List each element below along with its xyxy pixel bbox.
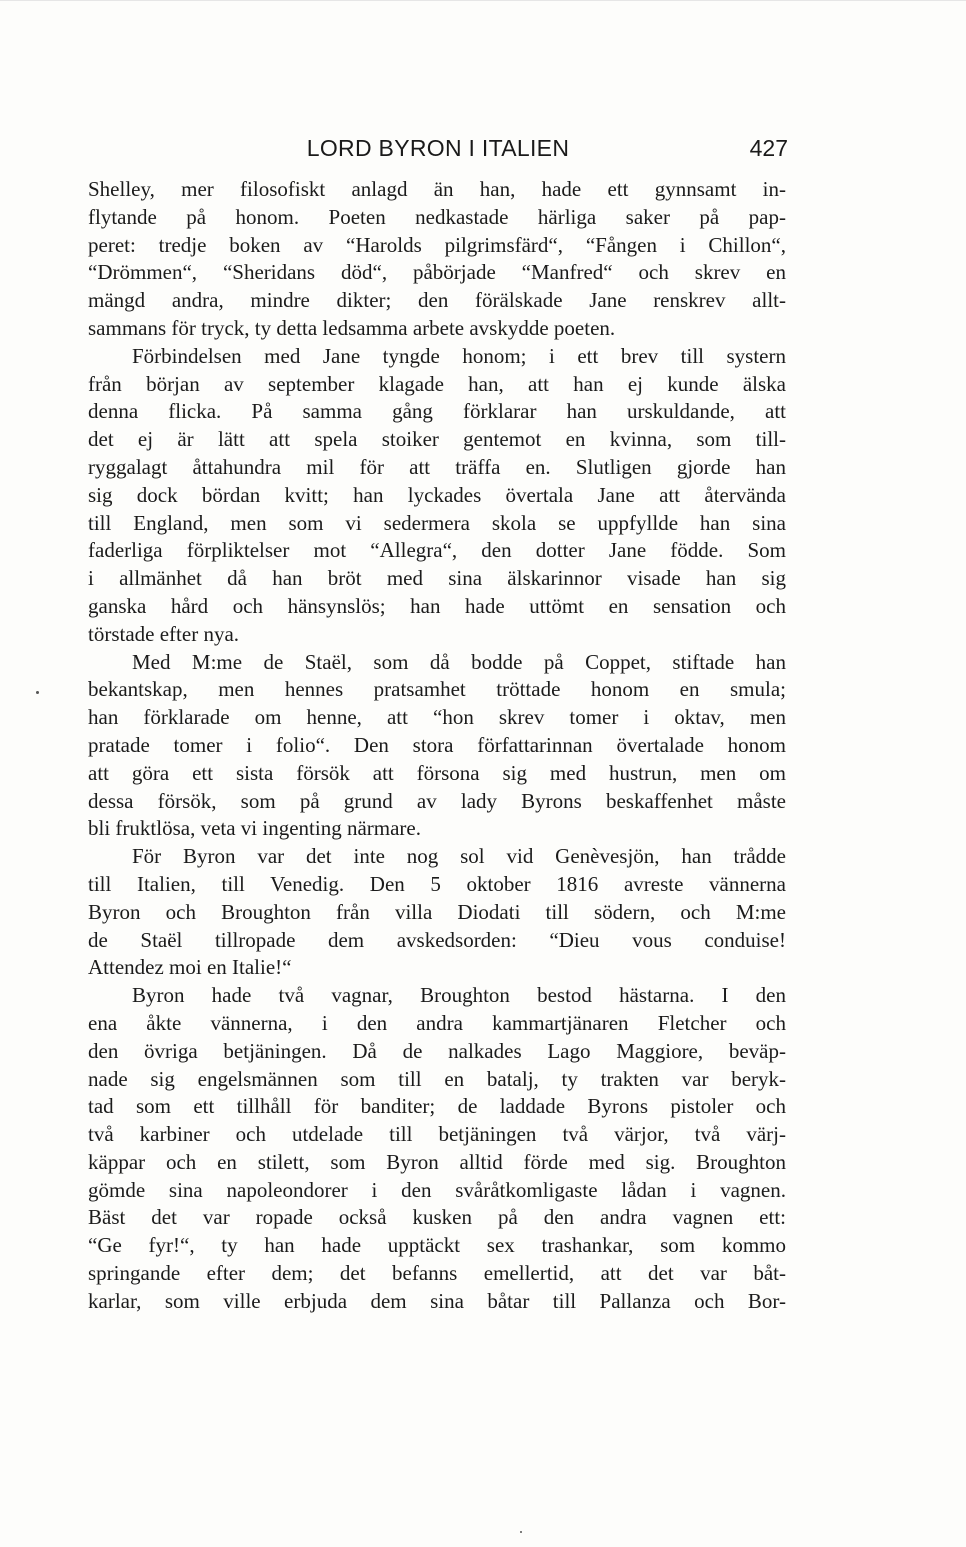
text-line: springande efter dem; det befanns emellertid, att det var båt- <box>88 1261 786 1286</box>
text-line: de Staël tillropade dem avskedsorden: “Dieu vous conduise! <box>88 927 786 952</box>
text-line: “Drömmen“, “Sheridans död“, påbörjade “Manfred“ och skrev en <box>88 260 786 285</box>
text-line: Förbindelsen med Jane tyngde honom; i ett brev till systern <box>132 343 786 368</box>
text-line: flytande på honom. Poeten nedkastade härliga saker på pap- <box>88 204 786 229</box>
running-head <box>88 135 788 167</box>
text-line: peret: tredje boken av “Harolds pilgrimsfärd“, “Fången i Chillon“, <box>88 232 786 257</box>
text-line: till England, men som vi sedermera skola se uppfyllde han sina <box>88 510 786 535</box>
text-line: denna flicka. På samma gång förklarar han urskuldande, att <box>88 399 786 424</box>
body-text <box>88 176 786 1316</box>
text-line: karlar, som ville erbjuda dem sina båtar till Pallanza och Bor- <box>88 1288 786 1313</box>
text-line: nade sig engelsmännen som till en batalj, ty trakten var beryk- <box>88 1066 786 1091</box>
print-speck <box>36 691 39 694</box>
text-line: från början av september klagade han, att han ej kunde älska <box>88 371 786 396</box>
text-line: bekantskap, men hennes pratsamhet tröttade honom en smula; <box>88 677 786 702</box>
text-line: Byron och Broughton från villa Diodati till södern, och M:me <box>88 899 786 924</box>
text-line: ena åkte vännerna, i den andra kammartjänaren Fletcher och <box>88 1010 786 1035</box>
running-title: LORD BYRON I ITALIEN <box>306 135 570 161</box>
text-line: törstade efter nya. <box>88 621 240 646</box>
text-line: tad som ett tillhåll för banditer; de laddade Byrons pistoler och <box>88 1094 786 1119</box>
text-line: till Italien, till Venedig. Den 5 oktober 1816 avreste vännerna <box>88 871 786 896</box>
text-line: ganska hård och hänsynslös; han hade uttömt en sensation och <box>88 593 786 618</box>
text-line: två karbiner och utdelade till betjäningen två värjor, två värj- <box>88 1122 786 1147</box>
page-number: 427 <box>749 135 788 161</box>
text-line: Med M:me de Staël, som då bodde på Coppet, stiftade han <box>132 649 786 674</box>
text-line: sammans för tryck, ty detta ledsamma arbete avskydde poeten. <box>88 315 616 340</box>
text-line: Bäst det var ropade också kusken på den andra vagnen ett: <box>88 1205 786 1230</box>
text-line: Byron hade två vagnar, Broughton bestod hästarna. I den <box>132 983 786 1008</box>
text-line: i allmänhet då han bröt med sina älskarinnor visade han sig <box>88 566 786 591</box>
text-line: den övriga betjäningen. Då de nalkades Lago Maggiore, beväp- <box>88 1038 786 1063</box>
text-line: mängd andra, mindre dikter; den förälskade Jane renskrev allt- <box>88 288 786 313</box>
text-line: bli fruktlösa, veta vi ingenting närmare. <box>88 816 421 841</box>
text-line: dessa försök, som på grund av lady Byrons beskaffenhet måste <box>88 788 786 813</box>
text-line: faderliga förpliktelser mot “Allegra“, den dotter Jane födde. Som <box>88 538 786 563</box>
text-line: “Ge fyr!“, ty han hade upptäckt sex trashankar, som kommo <box>88 1233 786 1258</box>
text-line: att göra ett sista försök att försona sig med hustrun, men om <box>88 760 786 785</box>
text-line: pratade tomer i folio“. Den stora författarinnan övertalade honom <box>88 732 786 757</box>
text-line: käppar och en stilett, som Byron alltid förde med sig. Broughton <box>88 1149 786 1174</box>
text-line: det ej är lätt att spela stoiker gentemot en kvinna, som till- <box>88 427 786 452</box>
text-line: gömde sina napoleondorer i den svåråtkomligaste lådan i vagnen. <box>88 1177 786 1202</box>
print-speck <box>520 1531 522 1533</box>
text-line: ryggalagt åttahundra mil för att träffa en. Slutligen gjorde han <box>88 454 786 479</box>
text-line: Shelley, mer filosofiskt anlagd än han, hade ett gynnsamt in- <box>88 177 786 201</box>
text-line: sig dock bördan kvitt; han lyckades övertala Jane att återvända <box>88 482 786 507</box>
text-line: Attendez moi en Italie!“ <box>88 955 292 980</box>
text-line: han förklarade om henne, att “hon skrev tomer i oktav, men <box>88 705 786 730</box>
text-line: För Byron var det inte nog sol vid Genèvesjön, han trådde <box>132 844 786 869</box>
